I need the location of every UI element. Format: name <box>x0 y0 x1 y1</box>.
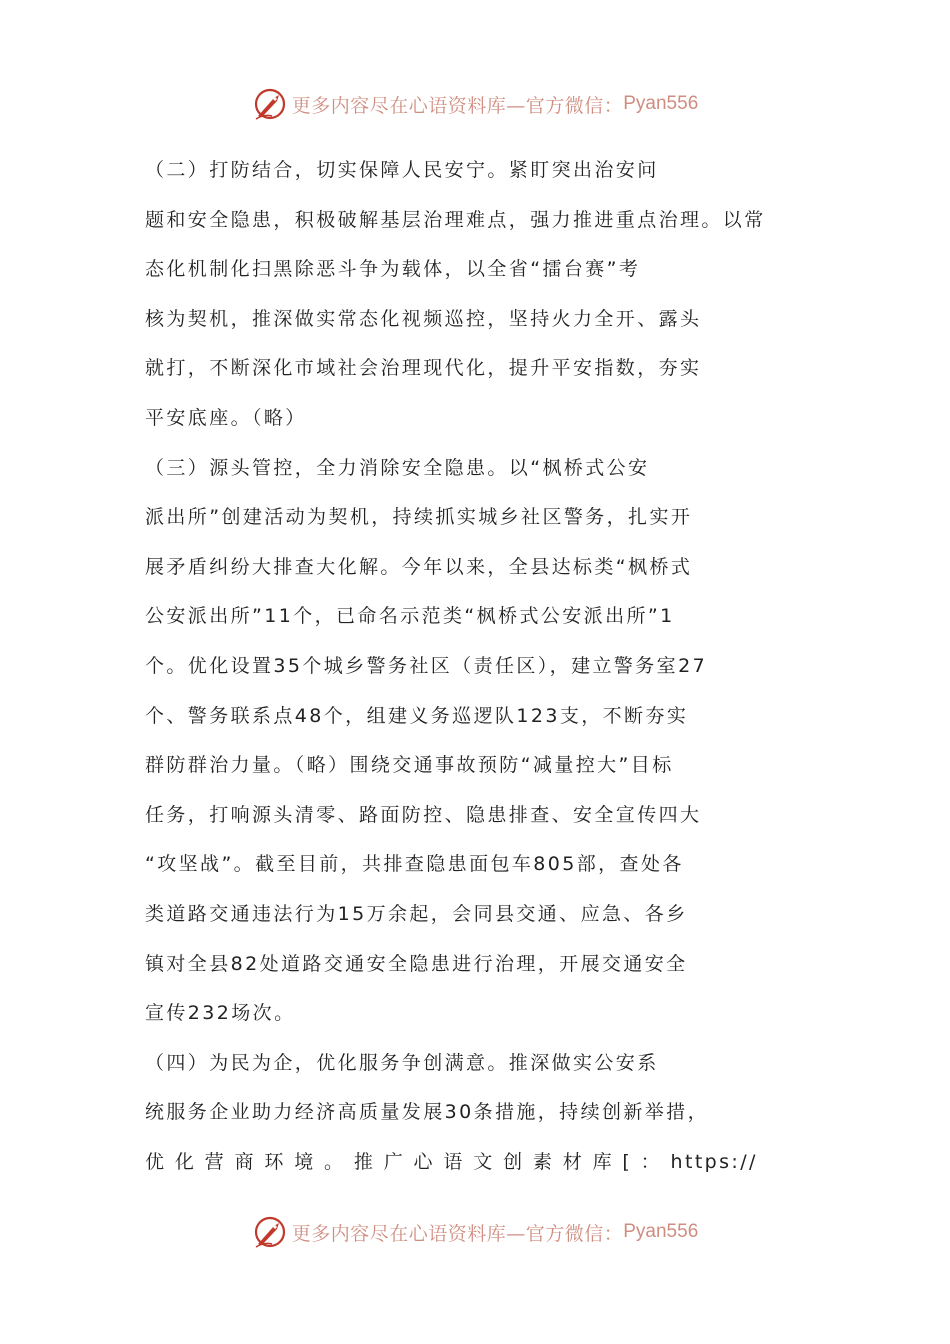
text-line: 统服务企业助力经济高质量发展30条措施，持续创新举措， <box>145 1101 709 1124</box>
text-line: 就打，不断深化市域社会治理现代化，提升平安指数，夯实 <box>145 357 702 380</box>
text-line: 个、警务联系点48个，组建义务巡逻队123支，不断夯实 <box>145 704 689 727</box>
footer-wechat-id: Pyan556 <box>623 1221 699 1242</box>
document-body <box>145 152 810 1193</box>
header-wechat-id: Pyan556 <box>623 93 699 114</box>
header-banner <box>0 84 950 124</box>
footer-banner <box>0 1212 950 1252</box>
text-line: 镇对全县82处道路交通安全隐患进行治理，开展交通安全 <box>145 952 688 975</box>
footer-banner-text: 更多内容尽在心语资料库—官方微信： <box>291 1222 624 1245</box>
text-line: 态化机制化扫黑除恶斗争为载体，以全省“擂台赛”考 <box>145 258 641 281</box>
text-line: （四）为民为企，优化服务争创满意。推深做实公安系 <box>145 1051 659 1074</box>
header-banner-text: 更多内容尽在心语资料库—官方微信： <box>291 94 624 117</box>
text-line: 类道路交通违法行为15万余起，会同县交通、应急、各乡 <box>145 902 688 925</box>
pen-nib-logo-icon <box>252 86 288 122</box>
text-line: 任务，打响源头清零、路面防控、隐患排查、安全宣传四大 <box>145 803 702 826</box>
text-line: 群防群治力量。（略）围绕交通事故预防“减量控大”目标 <box>145 754 674 777</box>
text-line: 宣传232场次。 <box>145 1002 296 1025</box>
text-line: “攻坚战”。截至目前，共排查隐患面包车805部，查处各 <box>145 853 684 876</box>
text-line: 题和安全隐患，积极破解基层治理难点，强力推进重点治理。以常 <box>145 208 766 231</box>
text-line: 公安派出所”11个，已命名示范类“枫桥式公安派出所”1 <box>145 605 675 628</box>
pen-nib-logo-icon <box>252 1214 288 1250</box>
text-line: 优 化 营 商 环 境 。 推 广 心 语 文 创 素 材 库 [ ： https:// <box>145 1150 758 1173</box>
text-line: 派出所”创建活动为契机，持续抓实城乡社区警务，扎实开 <box>145 506 693 529</box>
text-line: 平安底座。（略） <box>145 406 307 429</box>
text-line: （二）打防结合，切实保障人民安宁。紧盯突出治安问 <box>145 159 659 181</box>
text-line: 展矛盾纠纷大排查大化解。今年以来，全县达标类“枫桥式 <box>145 555 693 578</box>
text-line: 个。优化设置35个城乡警务社区（责任区），建立警务室27 <box>145 654 708 677</box>
text-line: （三）源头管控，全力消除安全隐患。以“枫桥式公安 <box>145 456 650 479</box>
text-line: 核为契机，推深做实常态化视频巡控，坚持火力全开、露头 <box>145 307 702 330</box>
